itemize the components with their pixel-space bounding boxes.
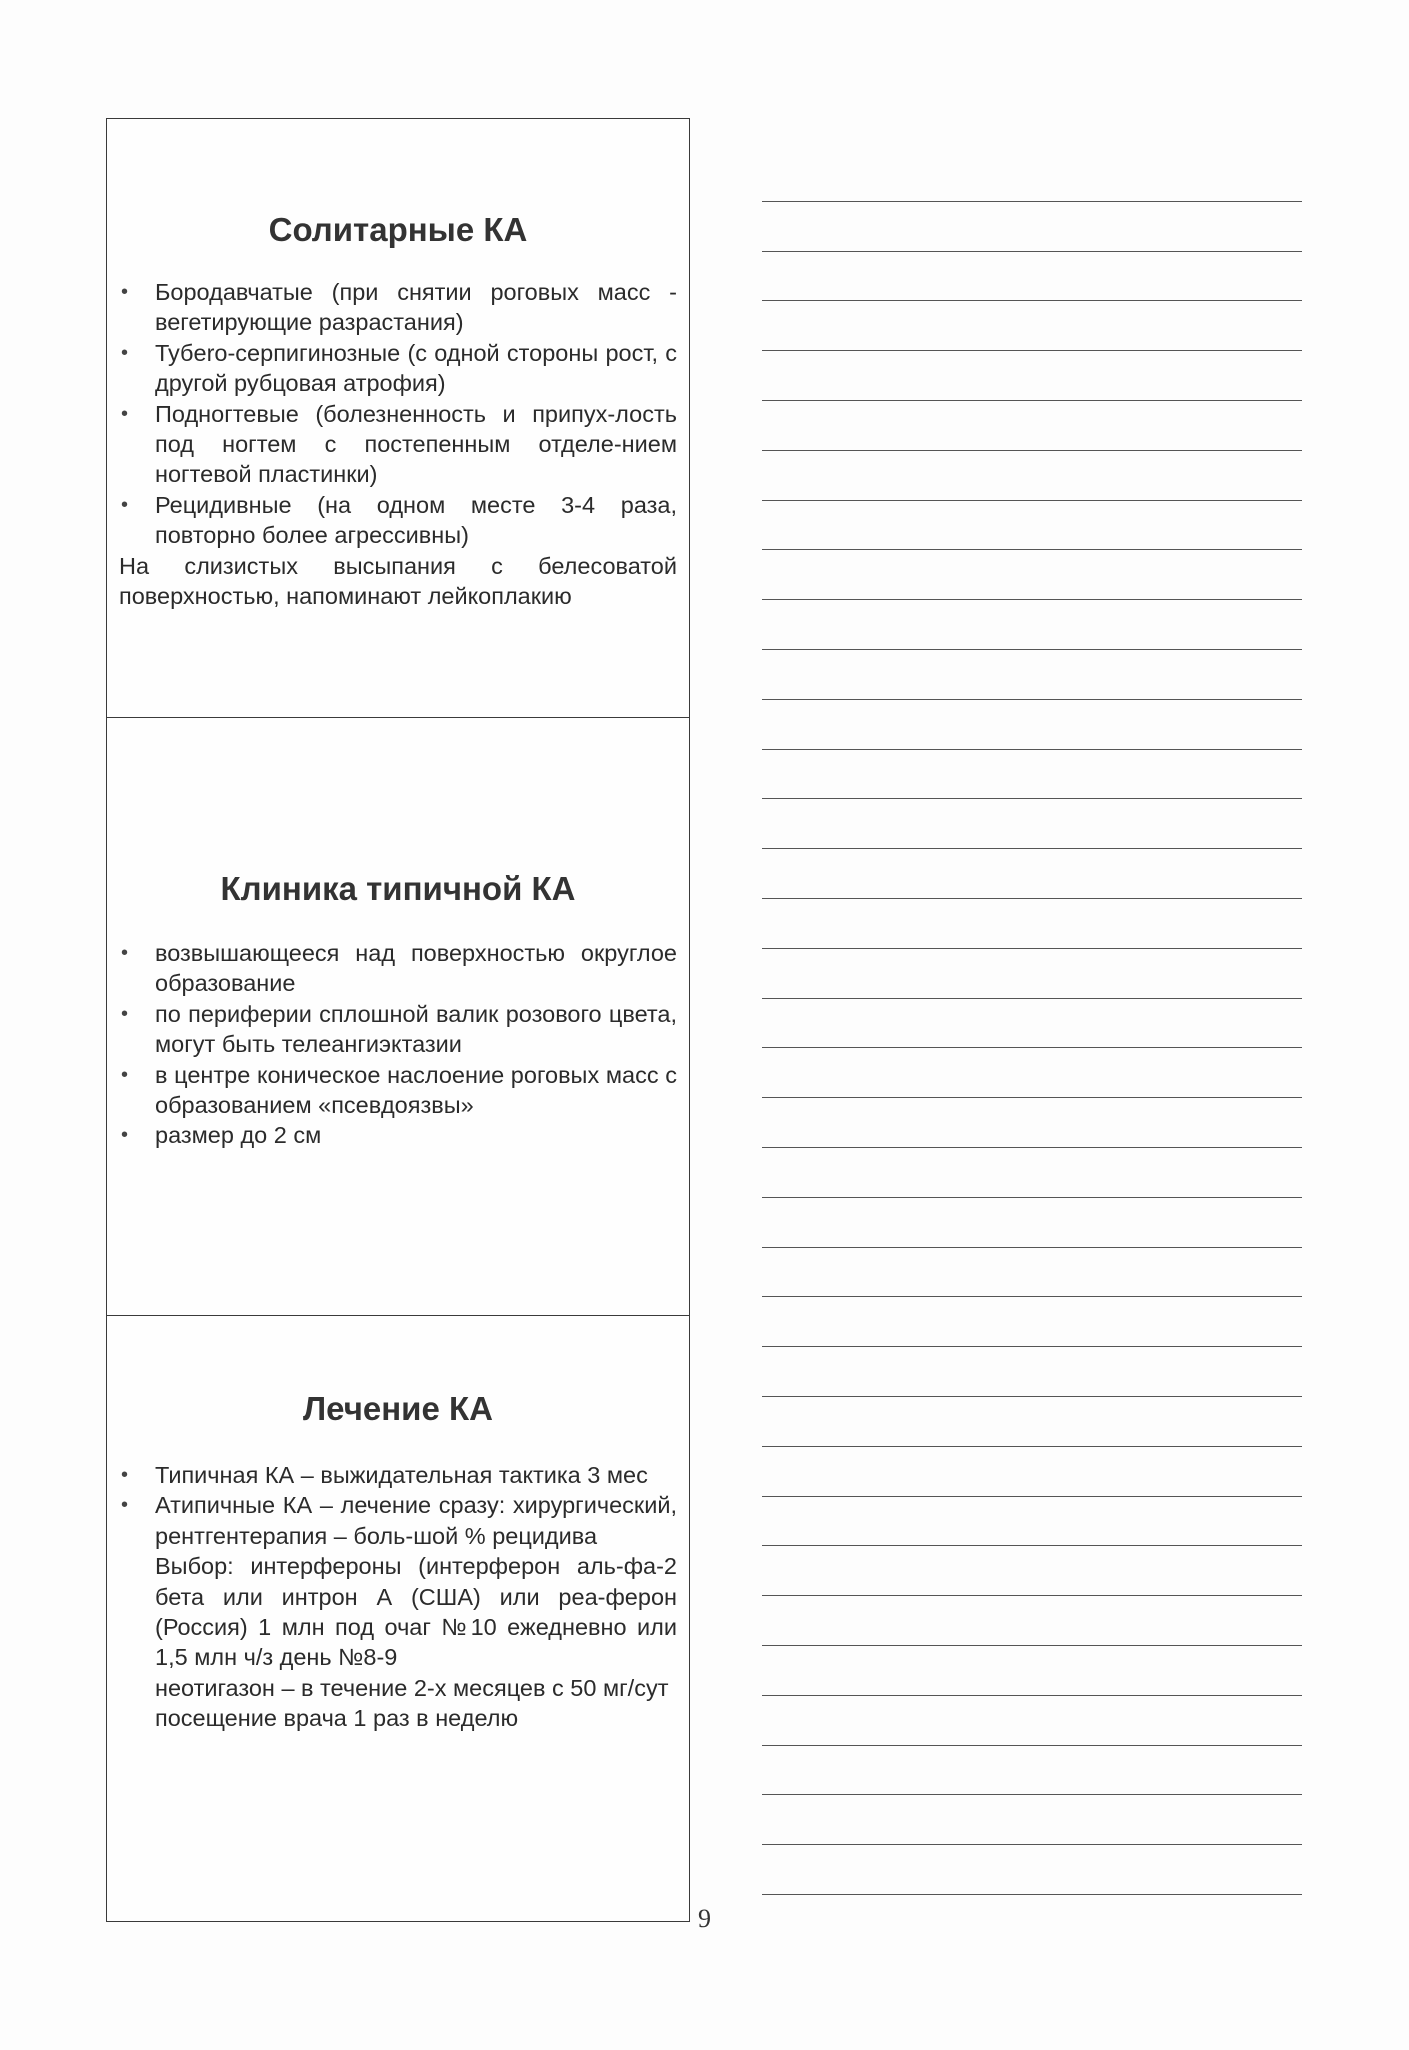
- note-line: [762, 650, 1302, 700]
- note-line: [762, 1248, 1302, 1298]
- list-item: • возвышающееся над поверхностью округлое образование: [119, 938, 677, 999]
- note-line: [762, 1497, 1302, 1547]
- note-line: [762, 401, 1302, 451]
- list-item: • Бородавчатые (при снятии роговых масс - вегетирующие разрастания): [119, 277, 677, 338]
- page-number: 9: [698, 1904, 711, 1933]
- note-line: [762, 451, 1302, 501]
- treatment-visit: посещение врача 1 раз в неделю: [155, 1705, 519, 1732]
- note-line: [762, 301, 1302, 351]
- note-line: [762, 1596, 1302, 1646]
- note-line: [762, 1347, 1302, 1397]
- note-line: [762, 1746, 1302, 1796]
- bullet-list: [119, 938, 677, 1151]
- list-item: • Подногтевые (болезненность и припух-лость под ногтем с постепенным отделе-нием ногтевой пластинки): [119, 399, 677, 490]
- note-line: [762, 1447, 1302, 1497]
- note-line: [762, 1646, 1302, 1696]
- note-line: [762, 1845, 1302, 1895]
- note-line: [762, 252, 1302, 302]
- note-line: [762, 700, 1302, 750]
- list-item: • в центре коническое наслоение роговых масс с образованием «псевдоязвы»: [119, 1060, 677, 1121]
- note-line: [762, 550, 1302, 600]
- slide-note: На слизистых высыпания с белесоватой поверхностью, напоминают лейкоплакию: [119, 552, 677, 610]
- note-line: [762, 1696, 1302, 1746]
- list-item: • Тубero-серпигинозные (с одной стороны рост, с другой рубцовая атрофия): [119, 338, 677, 399]
- list-item: • Атипичные КА – лечение сразу: хирургический, рентгентерапия – боль-шой % рецидива: [119, 1490, 677, 1551]
- note-line: [762, 1297, 1302, 1347]
- note-line: [762, 750, 1302, 800]
- note-line: [762, 1098, 1302, 1148]
- note-line: [762, 1148, 1302, 1198]
- note-line: [762, 1546, 1302, 1596]
- slide-solitary-ka: [107, 119, 689, 717]
- slides-panel: [106, 118, 690, 1922]
- note-line: [762, 799, 1302, 849]
- bullet-list: [119, 1460, 677, 1551]
- list-item: • Рецидивные (на одном месте 3-4 раза, повторно более агрессивны): [119, 490, 677, 551]
- slide-ka-treatment: [107, 1315, 689, 1921]
- slide-title: Солитарные КА: [268, 211, 528, 248]
- list-item: • размер до 2 см: [119, 1120, 677, 1150]
- note-line: [762, 999, 1302, 1049]
- note-line: [762, 202, 1302, 252]
- note-line: [762, 501, 1302, 551]
- slide-title: Лечение КА: [303, 1390, 493, 1427]
- note-line: [762, 899, 1302, 949]
- note-line: [762, 1795, 1302, 1845]
- list-item: • Типичная КА – выжидательная тактика 3 мес: [119, 1460, 677, 1490]
- treatment-neotigason: неотигазон – в течение 2-х месяцев с 50 мг/сут: [155, 1674, 669, 1701]
- note-line: [762, 849, 1302, 899]
- note-line: [762, 351, 1302, 401]
- note-line: [762, 949, 1302, 999]
- bullet-list: [119, 277, 677, 551]
- note-line: [762, 1397, 1302, 1447]
- list-item: • по периферии сплошной валик розового цвета, могут быть телеангиэктазии: [119, 999, 677, 1060]
- note-line: [762, 152, 1302, 202]
- slide-typical-ka-clinic: [107, 717, 689, 1315]
- note-line: [762, 1198, 1302, 1248]
- note-line: [762, 600, 1302, 650]
- notes-lines: [762, 152, 1302, 1895]
- note-line: [762, 1048, 1302, 1098]
- treatment-choice: Выбор: интерфероны (интерферон аль-фа-2 бета или интрон А (США) или реа-ферон (Россия) 1 млн под очаг №10 ежедневно или 1,5 млн ч/з день №8-9: [155, 1553, 677, 1671]
- slide-title: Клиника типичной КА: [220, 870, 576, 907]
